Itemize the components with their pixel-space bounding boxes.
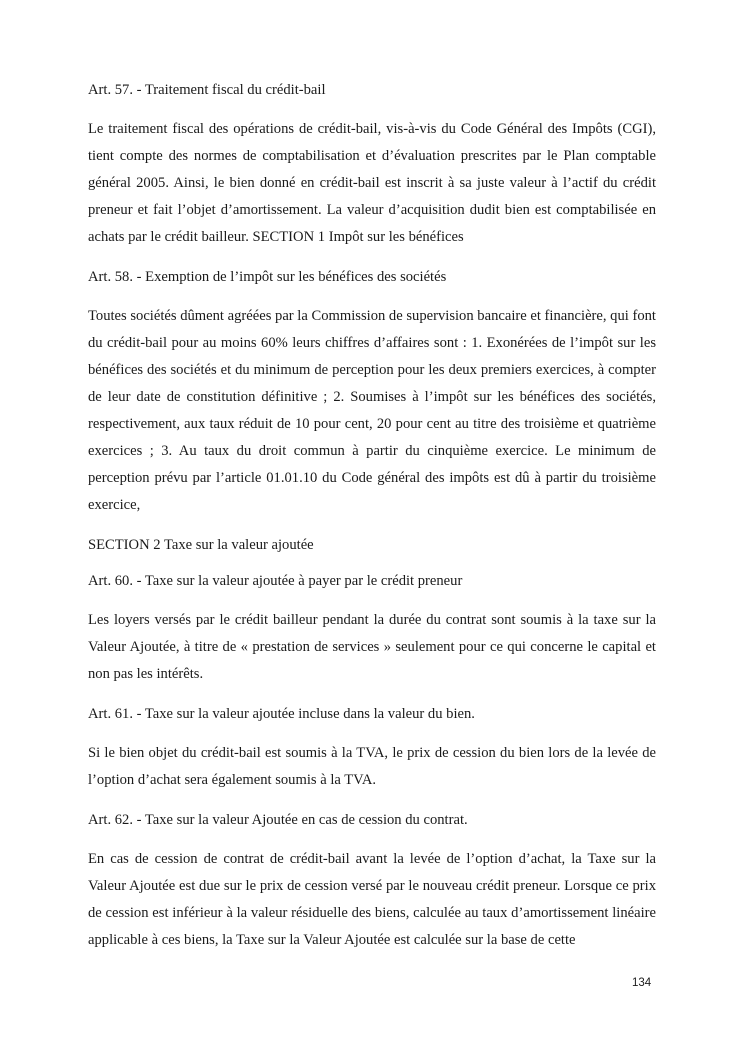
article-57-paragraph: Le traitement fiscal des opérations de crédit-bail, vis-à-vis du Code Général des Impôts (CGI), tient compte des normes de comptabilisation et d’évaluation prescrites par le Plan comptable général 2005. Ainsi, le bien donné en crédit-bail est inscrit à sa juste valeur à l’actif du crédit preneur et fait l’objet d’amortissement. La valeur d’acquisition dudit bien est comptabilisée en achats par le crédit bailleur. SECTION 1 Impôt sur les bénéfices (88, 121, 656, 245)
article-60-heading: Art. 60. - Taxe sur la valeur ajoutée à payer par le crédit preneur (88, 573, 463, 589)
article-60-paragraph: Les loyers versés par le crédit bailleur pendant la durée du contrat sont soumis à la taxe sur la Valeur Ajoutée, à titre de « prestation de services » seulement pour ce qui concerne le capital et non pas les intérêts. (88, 612, 656, 682)
article-57-heading: Art. 57. - Traitement fiscal du crédit-bail (88, 82, 326, 98)
article-62-paragraph: En cas de cession de contrat de crédit-bail avant la levée de l’option d’achat, la Taxe sur la Valeur Ajoutée est due sur le prix de cession versé par le nouveau crédit preneur. Lorsque ce prix de cession est inférieur à la valeur résiduelle des biens, calculée au taux d’amortissement linéaire applicable à ces biens, la Taxe sur la Valeur Ajoutée est calculée sur la base de cette (88, 851, 656, 948)
document-page (88, 80, 656, 970)
page-number: 134 (632, 977, 652, 989)
article-58-paragraph: Toutes sociétés dûment agréées par la Commission de supervision bancaire et financière, qui font du crédit-bail pour au moins 60% leurs chiffres d’affaires sont : 1. Exonérées de l’impôt sur les bénéfices des sociétés et du minimum de perception pour les deux premiers exercices, à compter de leur date de constitution définitive ; 2. Soumises à l’impôt sur les bénéfices des sociétés, respectivement, aux taux réduit de 10 pour cent, 20 pour cent au titre des troisième et quatrième exercices ; 3. Au taux du droit commun à partir du cinquième exercice. Le minimum de perception prévu par l’article 01.01.10 du Code général des impôts est dû à partir du troisième exercice, (88, 308, 656, 513)
section-2-heading: SECTION 2 Taxe sur la valeur ajoutée (88, 537, 314, 553)
article-58-heading: Art. 58. - Exemption de l’impôt sur les bénéfices des sociétés (88, 269, 447, 285)
article-61-paragraph: Si le bien objet du crédit-bail est soumis à la TVA, le prix de cession du bien lors de la levée de l’option d’achat sera également soumis à la TVA. (88, 745, 656, 788)
article-61-heading: Art. 61. - Taxe sur la valeur ajoutée incluse dans la valeur du bien. (88, 706, 475, 722)
article-62-heading: Art. 62. - Taxe sur la valeur Ajoutée en cas de cession du contrat. (88, 812, 468, 828)
